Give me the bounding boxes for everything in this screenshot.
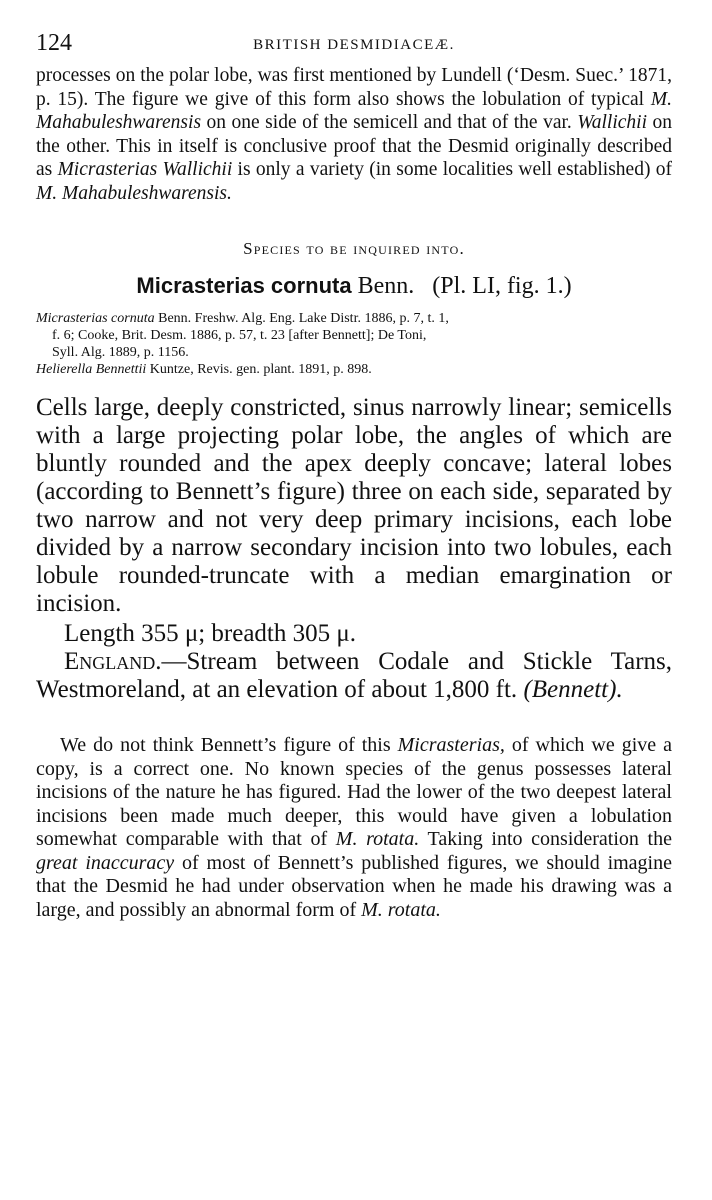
intro-paragraph bbox=[36, 64, 672, 205]
intro-italic-3: Micrasterias Wallichii bbox=[57, 159, 233, 180]
intro-italic-1: M. Mahabuleshwarensis bbox=[36, 88, 672, 133]
locality bbox=[36, 648, 672, 704]
locality-country: England. bbox=[64, 648, 162, 675]
reference-line: Syll. Alg. 1889, p. 1156. bbox=[52, 345, 189, 360]
comment-italic-3: great inaccuracy bbox=[36, 851, 175, 874]
reference-line bbox=[36, 310, 672, 327]
reference-text: Kuntze, Revis. gen. plant. 1891, p. 898. bbox=[146, 362, 372, 377]
comment-italic-1: Micrasterias, bbox=[397, 734, 505, 756]
species-author: Benn. bbox=[357, 273, 415, 299]
reference-taxon: Micrasterias cornuta bbox=[36, 311, 155, 326]
comment-text-4: of most of Bennett’s published figures, we should imagine that the Desmid he had under observation when he made his drawing was a large, and possibly an abnormal form of bbox=[36, 851, 672, 921]
comment-italic-2: M. rotata. bbox=[335, 828, 420, 850]
comment-italic-4: M. rotata. bbox=[361, 898, 441, 921]
running-head: BRITISH DESMIDIACEÆ. bbox=[253, 37, 455, 53]
reference-line bbox=[36, 361, 672, 378]
intro-text-2: on one side of the semicell and that of the var. bbox=[201, 112, 578, 133]
commentary-paragraph bbox=[36, 734, 672, 922]
intro-text-1: processes on the polar lobe, was first mentioned by Lundell (‘Desm. Suec.’ 1871, p. 15). The figure we give of this form also shows the lobulation of typical bbox=[36, 65, 672, 110]
intro-text-4: is only a variety (in some localities well established) of bbox=[232, 159, 672, 180]
comment-text-2: of which we give a copy, is a correct one. No known species of the genus possesses lateral incisions of the nature he has figured. Had the lower of the two deepest lateral incisions been made much deeper, this would have given a lobulation somewhat comparable with that of bbox=[36, 734, 672, 850]
section-heading-text: Species to be inquired into. bbox=[243, 239, 465, 258]
species-description: Cells large, deeply constricted, sinus narrowly linear; semicells with a large projecting polar lobe, the angles of which are bluntly rounded and the apex deeply concave; lateral lobes (according to Bennett’s figure) three on each side, separated by two narrow and not very deep primary incisions, each lobe divided by a narrow secondary incision into two lobules, each lobule rounded-truncate with a median emargination or incision. bbox=[36, 394, 672, 617]
intro-italic-4: M. Mahabuleshwarensis. bbox=[36, 182, 232, 204]
synonymy-references bbox=[36, 310, 672, 378]
comment-text-3: Taking into consideration the bbox=[419, 828, 672, 850]
book-page bbox=[36, 30, 672, 922]
measurements: Length 355 μ; breadth 305 μ. bbox=[64, 620, 357, 647]
species-title bbox=[36, 273, 672, 300]
comment-text-1: We do not think Bennett’s figure of this bbox=[60, 734, 398, 756]
locality-text: —Stream between Codale and Stickle Tarns, Westmoreland, at an elevation of about 1,800 ft. bbox=[36, 648, 672, 703]
page-header bbox=[36, 30, 672, 64]
locality-collector: (Bennett). bbox=[523, 676, 623, 703]
species-name: Micrasterias cornuta bbox=[136, 273, 352, 298]
reference-text: Benn. Freshw. Alg. Eng. Lake Distr. 1886, p. 7, t. 1, bbox=[154, 311, 449, 326]
reference-line: f. 6; Cooke, Brit. Desm. 1886, p. 57, t. 23 [after Bennett]; De Toni, bbox=[52, 328, 427, 343]
reference-taxon: Helierella Bennettii bbox=[36, 362, 147, 377]
intro-italic-2: Wallichii bbox=[577, 112, 647, 133]
page-number: 124 bbox=[36, 30, 72, 56]
section-heading bbox=[36, 239, 672, 259]
intro-text-3: on the other. This in itself is conclusive proof that the Desmid originally described as bbox=[36, 112, 672, 180]
plate-reference: (Pl. LI, fig. 1.) bbox=[432, 273, 572, 299]
